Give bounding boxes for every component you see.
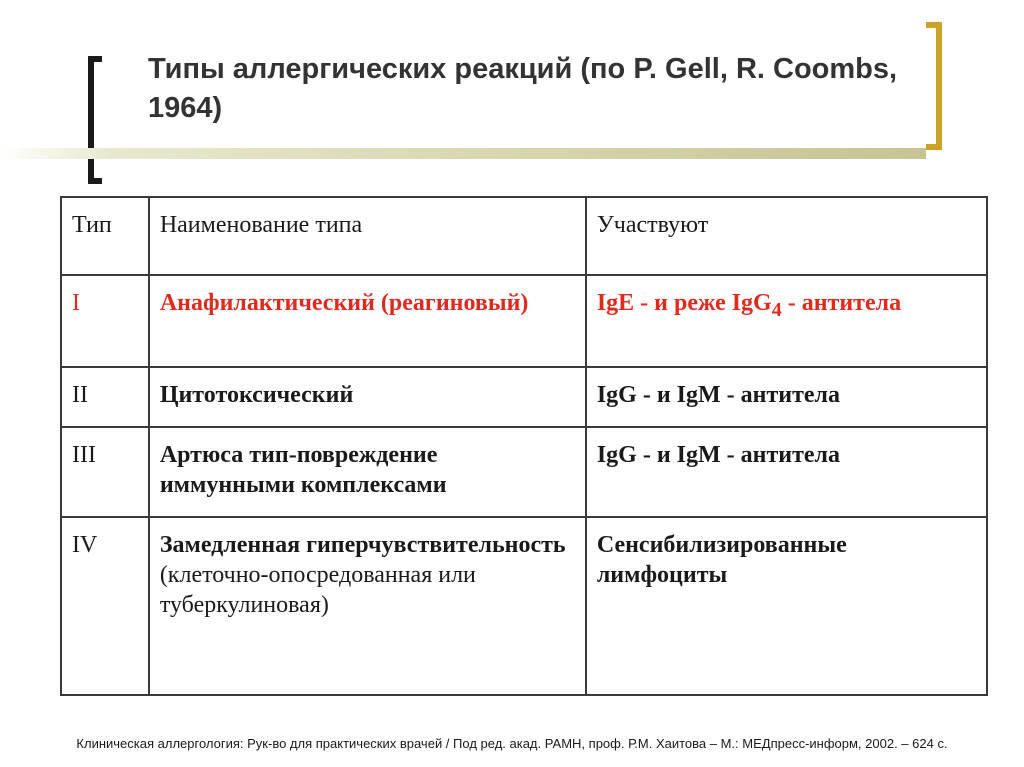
table-row [61, 427, 987, 517]
header-name: Наименование типа [149, 197, 586, 275]
table-header-row [61, 197, 987, 275]
participants-subscript: 4 [771, 298, 782, 321]
row-name [149, 517, 586, 695]
header-participants: Участвуют [586, 197, 987, 275]
row-name: Цитотоксический [149, 367, 586, 427]
participants-text-end: - антитела [781, 290, 902, 316]
row-name-regular: (клеточно-опосредованная или туберкулиновая) [159, 562, 476, 618]
row-name-bold: Замедленная гиперчувствительность [159, 532, 566, 558]
table-row [61, 367, 987, 427]
row-participants: Сенсибилизированные лимфоциты [586, 517, 987, 695]
row-type: I [61, 275, 149, 367]
row-participants: IgG - и IgM - антитела [586, 367, 987, 427]
row-participants: IgG - и IgM - антитела [586, 427, 987, 517]
row-type: IV [61, 517, 149, 695]
row-name: Артюса тип-повреждение иммунными комплексами [149, 427, 586, 517]
row-name: Анафилактический (реагиновый) [149, 275, 586, 367]
left-bracket-decoration [88, 56, 102, 184]
title-underline-bar [0, 148, 926, 159]
row-type: II [61, 367, 149, 427]
table-row [61, 517, 987, 695]
slide-title: Типы аллергических реакций (по P. Gell, R. Coombs, 1964) [148, 53, 898, 124]
header-type: Тип [61, 197, 149, 275]
row-participants [586, 275, 987, 367]
participants-text: IgE - и реже IgG [596, 290, 772, 316]
table-row [61, 275, 987, 367]
allergy-types-table [60, 196, 988, 696]
row-type: III [61, 427, 149, 517]
source-citation: Клиническая аллергология: Рук-во для практических врачей / Под ред. акад. РАМН, проф. Р.М. Хаитова – М.: МЕДпресс-информ, 2002. – 624 с. [76, 736, 948, 751]
